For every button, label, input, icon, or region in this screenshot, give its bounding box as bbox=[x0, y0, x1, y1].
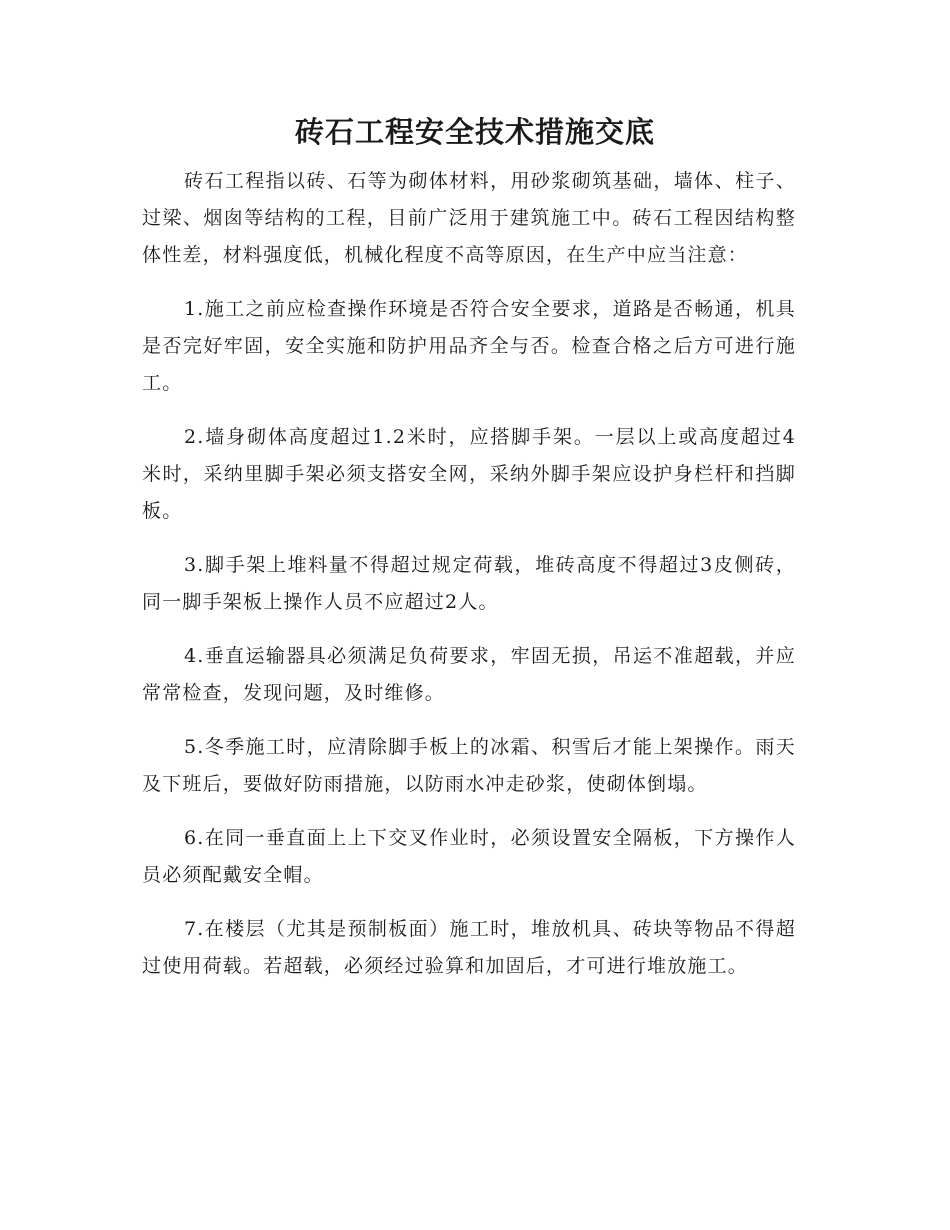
list-item: 2.墙身砌体高度超过1.2米时，应搭脚手架。一层以上或高度超过4米时，采纳里脚手架必须支搭安全网，采纳外脚手架应设护身栏杆和挡脚板。 bbox=[142, 426, 796, 522]
list-item: 1.施工之前应检查操作环境是否符合安全要求，道路是否畅通，机具是否完好牢固，安全实施和防护用品齐全与否。检查合格之后方可进行施工。 bbox=[142, 298, 796, 394]
list-item: 6.在同一垂直面上上下交叉作业时，必须设置安全隔板，下方操作人员必须配戴安全帽。 bbox=[142, 827, 796, 886]
list-item: 3.脚手架上堆料量不得超过规定荷载，堆砖高度不得超过3皮侧砖，同一脚手架板上操作人员不应超过2人。 bbox=[142, 554, 796, 613]
list-item: 5.冬季施工时，应清除脚手板上的冰霜、积雪后才能上架操作。雨天及下班后，要做好防雨措施，以防雨水冲走砂浆，使砌体倒塌。 bbox=[142, 736, 796, 795]
document-body bbox=[142, 163, 796, 1002]
intro-paragraph: 砖石工程指以砖、石等为砌体材料，用砂浆砌筑基础，墙体、柱子、过梁、烟囱等结构的工程，目前广泛用于建筑施工中。砖石工程因结构整体性差，材料强度低，机械化程度不高等原因，在生产中应当注意： bbox=[142, 170, 796, 266]
list-item: 7.在楼层（尤其是预制板面）施工时，堆放机具、砖块等物品不得超过使用荷载。若超载，必须经过验算和加固后，才可进行堆放施工。 bbox=[142, 918, 796, 977]
list-item: 4.垂直运输器具必须满足负荷要求，牢固无损，吊运不准超载，并应常常检查，发现问题，及时维修。 bbox=[142, 645, 796, 704]
document-title: 砖石工程安全技术措施交底 bbox=[294, 115, 655, 149]
